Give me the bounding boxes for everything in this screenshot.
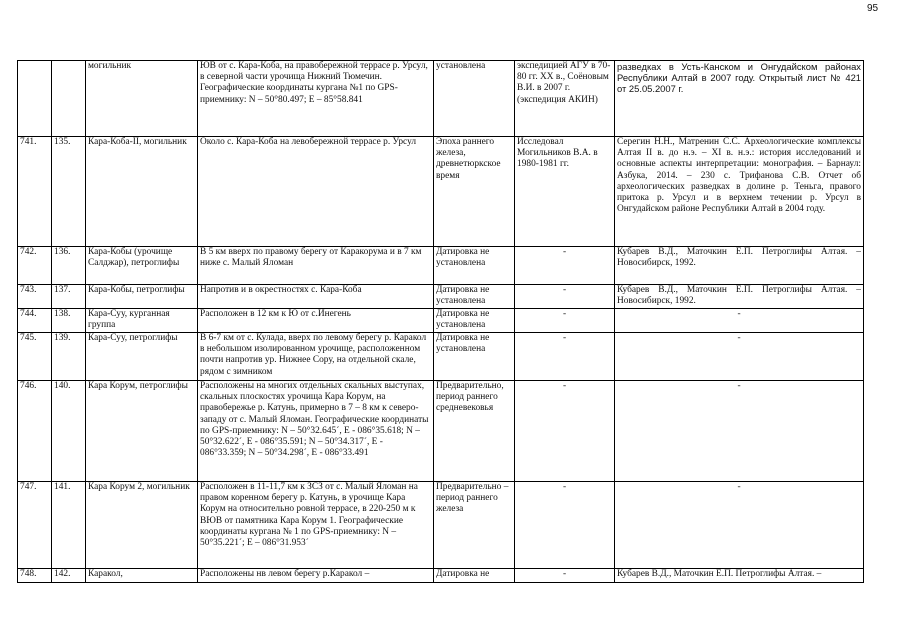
monument-dating: Предварительно –период раннего железа xyxy=(434,482,515,569)
table-row xyxy=(18,309,864,333)
monument-name: Кара-Суу, петроглифы xyxy=(86,333,198,381)
monument-dating: Датировка не установлена xyxy=(434,309,515,333)
monument-researcher: - xyxy=(515,247,615,285)
monument-name: Кара Корум, петроглифы xyxy=(86,381,198,482)
row-number: 744. xyxy=(18,309,52,333)
table-row xyxy=(18,285,864,309)
row-subnumber: 140. xyxy=(52,381,86,482)
row-number: 748. xyxy=(18,569,52,583)
monument-name: могильник xyxy=(86,61,198,137)
row-subnumber: 135. xyxy=(52,137,86,247)
row-subnumber: 136. xyxy=(52,247,86,285)
row-number: 745. xyxy=(18,333,52,381)
row-subnumber xyxy=(52,61,86,137)
row-number: 741. xyxy=(18,137,52,247)
monument-literature: - xyxy=(615,482,864,569)
table-row xyxy=(18,61,864,137)
row-number: 743. xyxy=(18,285,52,309)
monument-name: Кара Корум 2, могильник xyxy=(86,482,198,569)
row-number: 746. xyxy=(18,381,52,482)
monument-researcher: - xyxy=(515,285,615,309)
monument-name: Кара-Коба-II, могильник xyxy=(86,137,198,247)
monument-dating: Датировка не установлена xyxy=(434,333,515,381)
monument-researcher: экспедицией АГУ в 70-80 гг. XX в., Соёновым В.И. в 2007 г. (экспедиция АКИН) xyxy=(515,61,615,137)
monument-literature: - xyxy=(615,333,864,381)
monument-literature: разведках в Усть-Канском и Онгудайском районах Республики Алтай в 2007 году. Открытый лист № 421 от 25.05.2007 г. xyxy=(615,61,864,137)
monument-literature: Серегин Н.Н., Матренин С.С. Археологические комплексы Алтая II в. до н.э. – XI в. н.э.: история исследований и основные аспекты интерпретации: монография. – Барнаул: Азбука, 2014. – 230 с. Трифанова С.В. Отчет об археологических разведках в долине р. Теньга, правого притока р. Урсул и в верхнем течении р. Урсул в Онгудайском районе Республики Алтай в 2004 году. xyxy=(615,137,864,247)
monument-researcher: - xyxy=(515,482,615,569)
row-number: 742. xyxy=(18,247,52,285)
table-row xyxy=(18,381,864,482)
row-number xyxy=(18,61,52,137)
row-subnumber: 141. xyxy=(52,482,86,569)
monument-location: Около с. Кара-Коба на левобережной террасе р. Урсул xyxy=(198,137,434,247)
monument-researcher: - xyxy=(515,381,615,482)
monument-dating: Эпоха раннего железа, древнетюркское время xyxy=(434,137,515,247)
monument-location: Напротив и в окрестностях с. Кара-Коба xyxy=(198,285,434,309)
monument-name: Кара-Суу, курганная группа xyxy=(86,309,198,333)
monument-literature: - xyxy=(615,381,864,482)
monument-location: В 5 км вверх по правому берегу от Каракорума и в 7 км ниже с. Малый Яломан xyxy=(198,247,434,285)
row-subnumber: 142. xyxy=(52,569,86,583)
monument-location: Расположен в 12 км к Ю от с.Инегень xyxy=(198,309,434,333)
table-row xyxy=(18,333,864,381)
page-number: 95 xyxy=(867,3,879,14)
monument-literature: Кубарев В.Д., Маточкин Е.П. Петроглифы Алтая. – Новосибирск, 1992. xyxy=(615,285,864,309)
row-subnumber: 137. xyxy=(52,285,86,309)
monument-location: Расположен в 11-11,7 км к ЗСЗ от с. Малый Яломан на правом коренном берегу р. Катунь, в урочище Кара Корум на относительно ровной террасе, в 220-250 м к ВЮВ от памятника Кара Корум 1. Географические координаты кургана № 1 по GPS-приемнику: N – 50°35.221´; E – 086°31.953´ xyxy=(198,482,434,569)
monument-dating: Датировка не xyxy=(434,569,515,583)
row-number: 747. xyxy=(18,482,52,569)
monument-literature: Кубарев В.Д., Маточкин Е.П. Петроглифы Алтая. – Новосибирск, 1992. xyxy=(615,247,864,285)
table-row xyxy=(18,137,864,247)
monument-location: Расположены на многих отдельных скальных выступах, скальных плоскостях урочища Кара Корум, на правобережье р. Катунь, примерно в 7 – 8 км к северо-западу от с. Малый Яломан. Географические координаты по GPS-приемнику: N – 50°32.645´, E - 086°35.618; N – 50°32.622´, E - 086°35.591; N – 50°34.317´, E - 086°33.359; N – 50°34.298´, E - 086°33.491 xyxy=(198,381,434,482)
monument-dating: Датировка не установлена xyxy=(434,247,515,285)
monument-location: Расположены нв левом берегу р.Каракол – xyxy=(198,569,434,583)
monument-name: Кара-Кобы, петроглифы xyxy=(86,285,198,309)
table-row xyxy=(18,482,864,569)
monument-researcher: Исследовал Могильников В.А. в 1980-1981 гг. xyxy=(515,137,615,247)
monument-researcher: - xyxy=(515,333,615,381)
row-subnumber: 138. xyxy=(52,309,86,333)
monument-name: Кара-Кобы (урочище Салджар), петроглифы xyxy=(86,247,198,285)
monument-location: В 6-7 км от с. Кулада, вверх по левому берегу р. Каракол в небольшом изолированном урочище, расположенном почти напротив ур. Нижнее Сору, на отдельной скале, рядом с зимником xyxy=(198,333,434,381)
table-row xyxy=(18,569,864,583)
monument-dating: Предварительно, период раннего средневековья xyxy=(434,381,515,482)
monument-dating: установлена xyxy=(434,61,515,137)
monument-literature: Кубарев В.Д., Маточкин Е.П. Петроглифы Алтая. – xyxy=(615,569,864,583)
monuments-table xyxy=(17,60,864,583)
monument-literature: - xyxy=(615,309,864,333)
table-row xyxy=(18,247,864,285)
row-subnumber: 139. xyxy=(52,333,86,381)
monument-dating: Датировка не установлена xyxy=(434,285,515,309)
monument-name: Каракол, xyxy=(86,569,198,583)
monument-researcher: - xyxy=(515,569,615,583)
monument-location: ЮВ от с. Кара-Коба, на правобережной террасе р. Урсул, в северной части урочища Нижний Тюмечин. Географические координаты кургана №1 по GPS-приемнику: N – 50°80.497; E – 85°58.841 xyxy=(198,61,434,137)
monument-researcher: - xyxy=(515,309,615,333)
